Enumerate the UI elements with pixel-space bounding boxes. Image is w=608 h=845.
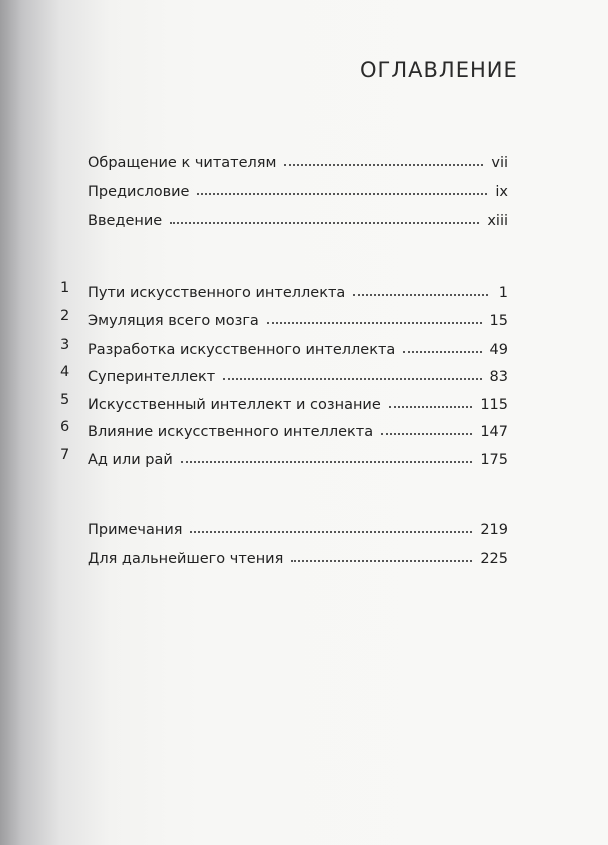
toc-entry-chapter-2[interactable] — [60, 308, 508, 334]
dot-leader — [381, 418, 472, 435]
toc-entry-label: Ад или рай — [88, 451, 173, 468]
toc-page-number: 83 — [489, 368, 508, 385]
toc-entry-front-2[interactable] — [88, 179, 508, 205]
toc-entry-label: Для дальнейшего чтения — [88, 550, 284, 567]
dot-leader — [267, 307, 482, 324]
dot-leader — [389, 391, 473, 408]
toc-entry-back-1[interactable] — [88, 517, 508, 543]
toc-entry-label: Разработка искусственного интеллекта — [88, 341, 396, 358]
dot-leader — [181, 446, 473, 463]
toc-page-number: 219 — [480, 521, 508, 538]
dot-leader — [190, 516, 472, 533]
toc-entry-label: Введение — [88, 212, 163, 229]
chapter-number: 5 — [60, 392, 70, 408]
chapter-number: 7 — [60, 447, 70, 463]
toc-page-number: vii — [491, 154, 508, 171]
dot-leader — [291, 545, 472, 562]
toc-entry-label: Примечания — [88, 521, 183, 538]
toc-page-number: xiii — [487, 212, 508, 229]
toc-page-number: 15 — [489, 312, 508, 329]
toc-entry-label: Предисловие — [88, 183, 190, 200]
dot-leader — [353, 279, 488, 296]
toc-page-number: ix — [495, 183, 508, 200]
chapter-number: 4 — [60, 364, 70, 380]
toc-entry-chapter-7[interactable] — [60, 447, 508, 473]
dot-leader — [284, 149, 483, 166]
toc-entry-front-1[interactable] — [88, 150, 508, 176]
dot-leader — [223, 363, 481, 380]
chapter-number: 6 — [60, 419, 70, 435]
toc-entry-chapter-4[interactable] — [60, 364, 508, 390]
chapter-number: 3 — [60, 337, 70, 353]
toc-page-number: 1 — [498, 284, 508, 301]
toc-page-number: 225 — [480, 550, 508, 567]
toc-entry-chapter-3[interactable] — [60, 337, 508, 363]
toc-page-number: 175 — [480, 451, 508, 468]
dot-leader — [170, 207, 479, 224]
toc-entry-label: Влияние искусственного интеллекта — [88, 423, 374, 440]
toc-entry-front-3[interactable] — [88, 208, 508, 234]
chapter-number: 2 — [60, 308, 70, 324]
dot-leader — [197, 178, 487, 195]
toc-title: ОГЛАВЛЕНИЕ — [360, 58, 518, 82]
toc-entry-label: Пути искусственного интеллекта — [88, 284, 346, 301]
toc-entry-label: Обращение к читателям — [88, 154, 277, 171]
toc-entry-label: Суперинтеллект — [88, 368, 216, 385]
toc-entry-label: Эмуляция всего мозга — [88, 312, 259, 329]
toc-page-number: 49 — [489, 341, 508, 358]
dot-leader — [403, 336, 481, 353]
toc-page-number: 147 — [480, 423, 508, 440]
toc-entry-chapter-1[interactable] — [60, 280, 508, 306]
toc-entry-chapter-5[interactable] — [60, 392, 508, 418]
toc-entry-chapter-6[interactable] — [60, 419, 508, 445]
chapter-number: 1 — [60, 280, 70, 296]
toc-page-number: 115 — [480, 396, 508, 413]
toc-entry-label: Искусственный интеллект и сознание — [88, 396, 381, 413]
toc-entry-back-2[interactable] — [88, 546, 508, 572]
